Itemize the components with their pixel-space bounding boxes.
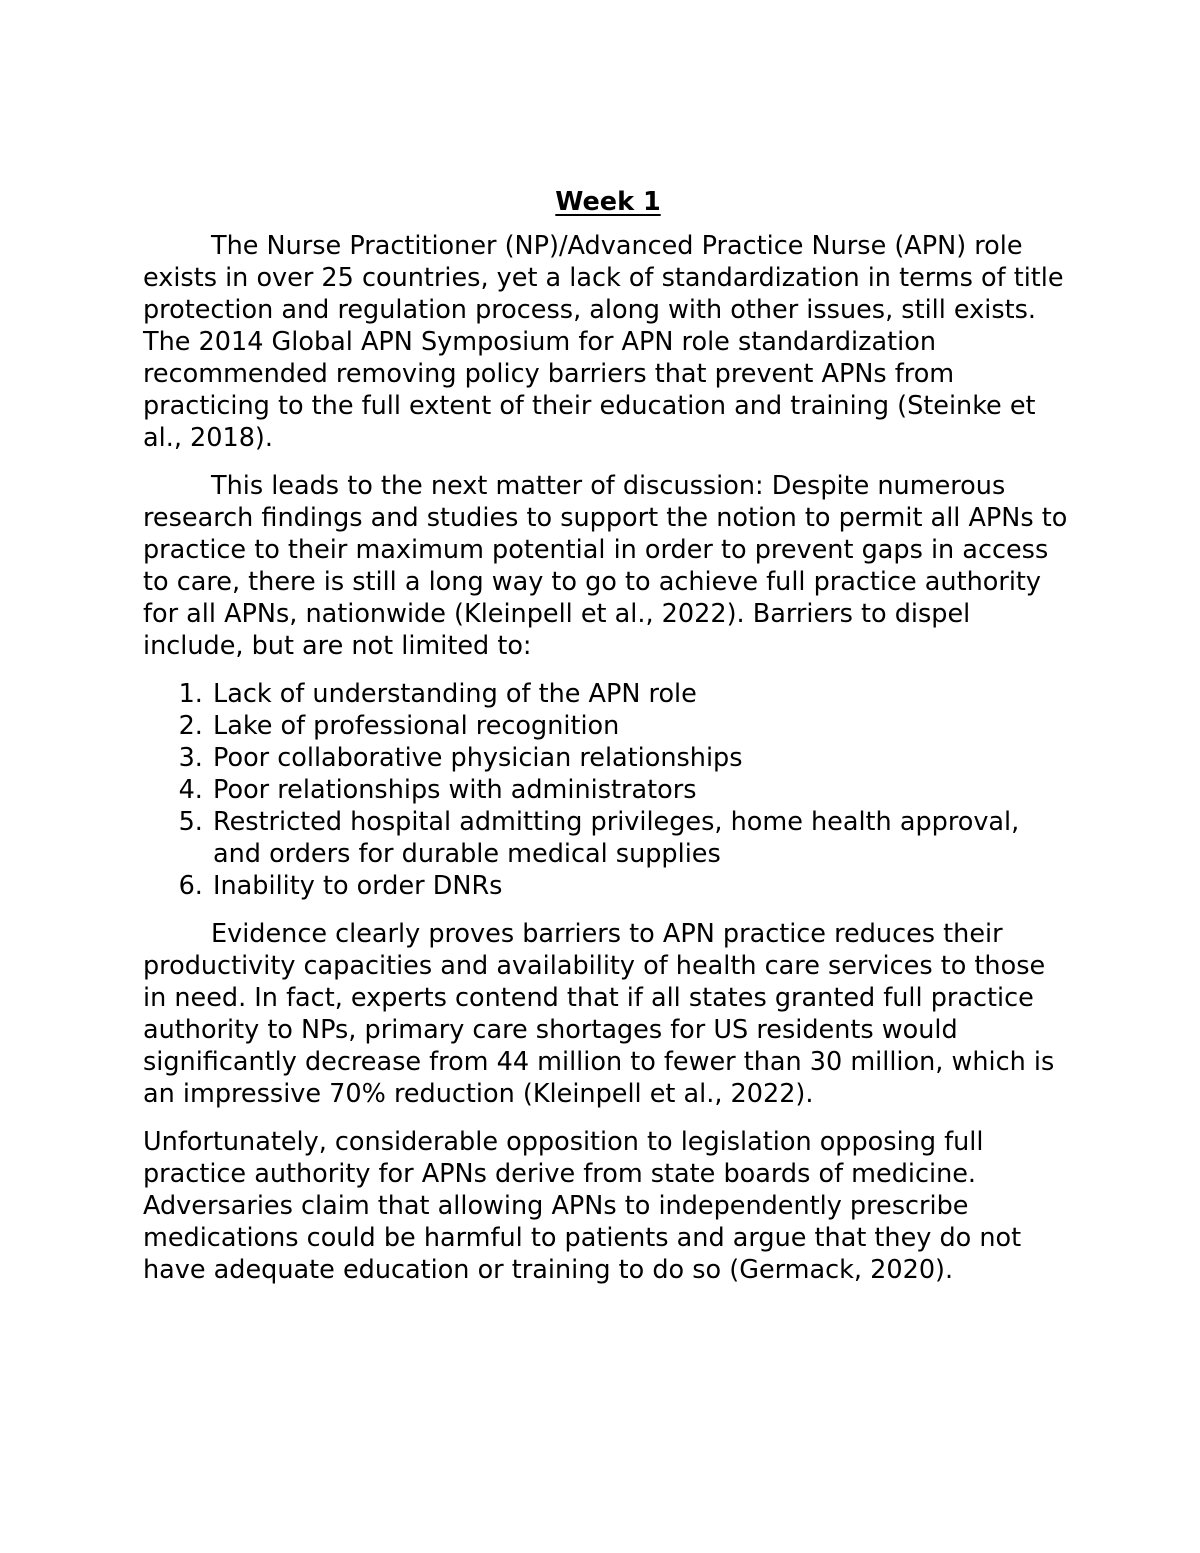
paragraph-discussion: This leads to the next matter of discussion: Despite numerous research findings and studies to support the notion to permit all APNs to practice to their maximum potential in order to prevent gaps in access to care, there is still a long way to go to achieve full practice authority for all APNs, nationwide (Kleinpell et al., 2022). Barriers to dispel include, but are not limited to:	[143, 471, 1068, 661]
paragraph-intro: The Nurse Practitioner (NP)/Advanced Practice Nurse (APN) role exists in over 25 countries, yet a lack of standardization in terms of title protection and regulation process, along with other issues, still exists. The 2014 Global APN Symposium for APN role standardization recommended removing policy barriers that prevent APNs from practicing to the full extent of their education and training (Steinke et al., 2018).	[143, 231, 1064, 453]
list-item: 2. Lake of professional recognition	[211, 710, 1073, 742]
list-item: 1. Lack of understanding of the APN role	[211, 678, 1073, 710]
list-item: 4. Poor relationships with administrators	[211, 774, 1073, 806]
paragraph-evidence: Evidence clearly proves barriers to APN practice reduces their productivity capacities and availability of health care services to those in need. In fact, experts contend that if all states granted full practice authority to NPs, primary care shortages for US residents would significantly decrease from 44 million to fewer than 30 million, which is an impressive 70% reduction (Kleinpell et al., 2022).	[143, 919, 1055, 1109]
list-item: 3. Poor collaborative physician relationships	[211, 742, 1073, 774]
document-title: Week 1	[555, 187, 661, 217]
list-item: 6. Inability to order DNRs	[211, 870, 1073, 902]
barriers-list	[143, 678, 1073, 902]
list-item: 5. Restricted hospital admitting privileges, home health approval, and orders for durable medical supplies	[211, 806, 1073, 870]
document-page	[143, 186, 1073, 1302]
paragraph-opposition: Unfortunately, considerable opposition to legislation opposing full practice authority for APNs derive from state boards of medicine. Adversaries claim that allowing APNs to independently prescribe medications could be harmful to patients and argue that they do not have adequate education or training to do so (Germack, 2020).	[143, 1127, 1022, 1285]
